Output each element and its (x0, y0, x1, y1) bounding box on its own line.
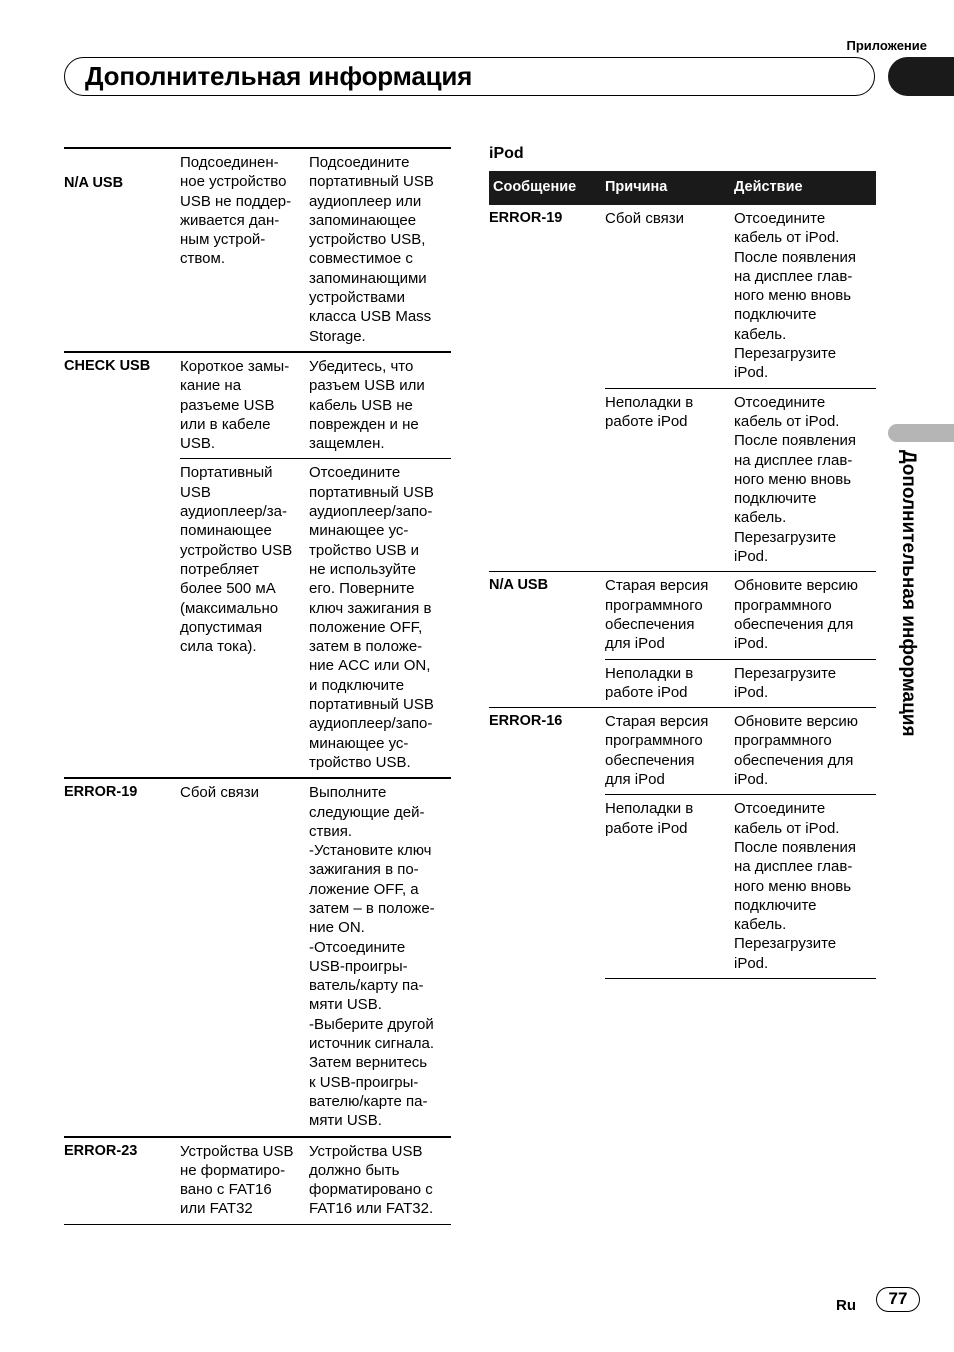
error-action: Убедитесь, что разъем USB или кабель USB не поврежден и не защемлен. (309, 352, 451, 459)
error-action: Устройства USB должно быть форматировано с FAT16 или FAT32. (309, 1137, 451, 1225)
error-action: Выполните следующие дей- ствия. -Установите ключ зажигания в по- ложение OFF, а затем – в положе- ние ON. -Отсоедините USB-проигры- ватель/карту па- мяти USB. -Выберите другой источник сигнала. Затем вернитесь к USB-проигры- вателю/карте па- мяти USB. (309, 778, 451, 1136)
page-number: 77 (876, 1287, 920, 1312)
table-row (489, 572, 876, 659)
table-row (489, 205, 876, 388)
table-row (489, 708, 876, 795)
error-message: N/A USB (489, 572, 605, 708)
error-cause: Сбой связи (180, 778, 309, 1136)
side-section-label: Дополнительная информация (898, 450, 919, 737)
header-cause: Причина (605, 171, 734, 205)
error-message: N/A USB (64, 148, 180, 352)
error-action: Отсоедините кабель от iPod. После появления на дисплее глав- ного меню вновь подключите кабель. Перезагрузите iPod. (734, 210, 856, 382)
page-title: Дополнительная информация (85, 61, 473, 91)
usb-error-table (64, 147, 451, 1225)
header-action: Действие (734, 171, 876, 205)
error-cause: Неполадки в работе iPod (605, 388, 734, 572)
error-message: ERROR-23 (64, 1137, 180, 1225)
table-header-row (489, 171, 876, 205)
error-cause: Неполадки в работе iPod (605, 795, 734, 979)
error-cause: Старая версия программного обеспечения для iPod (605, 708, 734, 795)
error-message: CHECK USB (64, 352, 180, 778)
language-code: Ru (836, 1297, 856, 1314)
header-message: Сообщение (489, 171, 605, 205)
error-cause: Портативный USB аудиоплеер/за- поминающее устройство USB потребляет более 500 мА (максимально допустимая сила тока). (180, 459, 309, 778)
error-cause: Устройства USB не форматиро- вано с FAT16 или FAT32 (180, 1137, 309, 1225)
error-cause: Старая версия программного обеспечения для iPod (605, 572, 734, 659)
table-row (64, 148, 451, 352)
table-row (64, 778, 451, 1136)
appendix-label: Приложение (846, 38, 927, 53)
error-action: Отсоедините портативный USB аудиоплеер/запо- минающее ус- тройство USB и не используйте его. Поверните ключ зажигания в положение OFF, затем в положе- ние ACC или ON, и подключите портативный USB аудиоплеер/запо- минающее ус- тройство USB. (309, 459, 451, 778)
error-message: ERROR-19 (489, 210, 563, 226)
error-cause: Короткое замы- кание на разъеме USB или в кабеле USB. (180, 352, 309, 459)
error-action: Отсоедините кабель от iPod. После появления на дисплее глав- ного меню вновь подключите кабель. Перезагрузите iPod. (734, 795, 876, 979)
error-action: Подсоедините портативный USB аудиоплеер или запоминающее устройство USB, совместимое с запоминающими устройствами класса USB Mass Storage. (309, 148, 451, 352)
page-title-bar (64, 57, 875, 96)
error-action: Обновите версию программного обеспечения для iPod. (734, 572, 876, 659)
error-message: ERROR-19 (64, 778, 180, 1136)
error-action: Отсоедините кабель от iPod. После появления на дисплее глав- ного меню вновь подключите кабель. Перезагрузите iPod. (734, 388, 876, 572)
side-tab-marker (888, 424, 954, 442)
error-cause: Подсоединен- ное устройство USB не поддер- живается дан- ным устрой- ством. (180, 148, 309, 352)
error-cause: Неполадки в работе iPod (605, 659, 734, 708)
error-action: Перезагрузите iPod. (734, 659, 876, 708)
ipod-error-table (489, 171, 876, 979)
error-message: ERROR-16 (489, 708, 605, 979)
error-action: Обновите версию программного обеспечения для iPod. (734, 708, 876, 795)
section-tab-marker (888, 57, 954, 96)
table-row (64, 352, 451, 459)
error-cause: Сбой связи (605, 210, 684, 227)
table-row (64, 1137, 451, 1225)
ipod-section-title: iPod (489, 145, 524, 162)
